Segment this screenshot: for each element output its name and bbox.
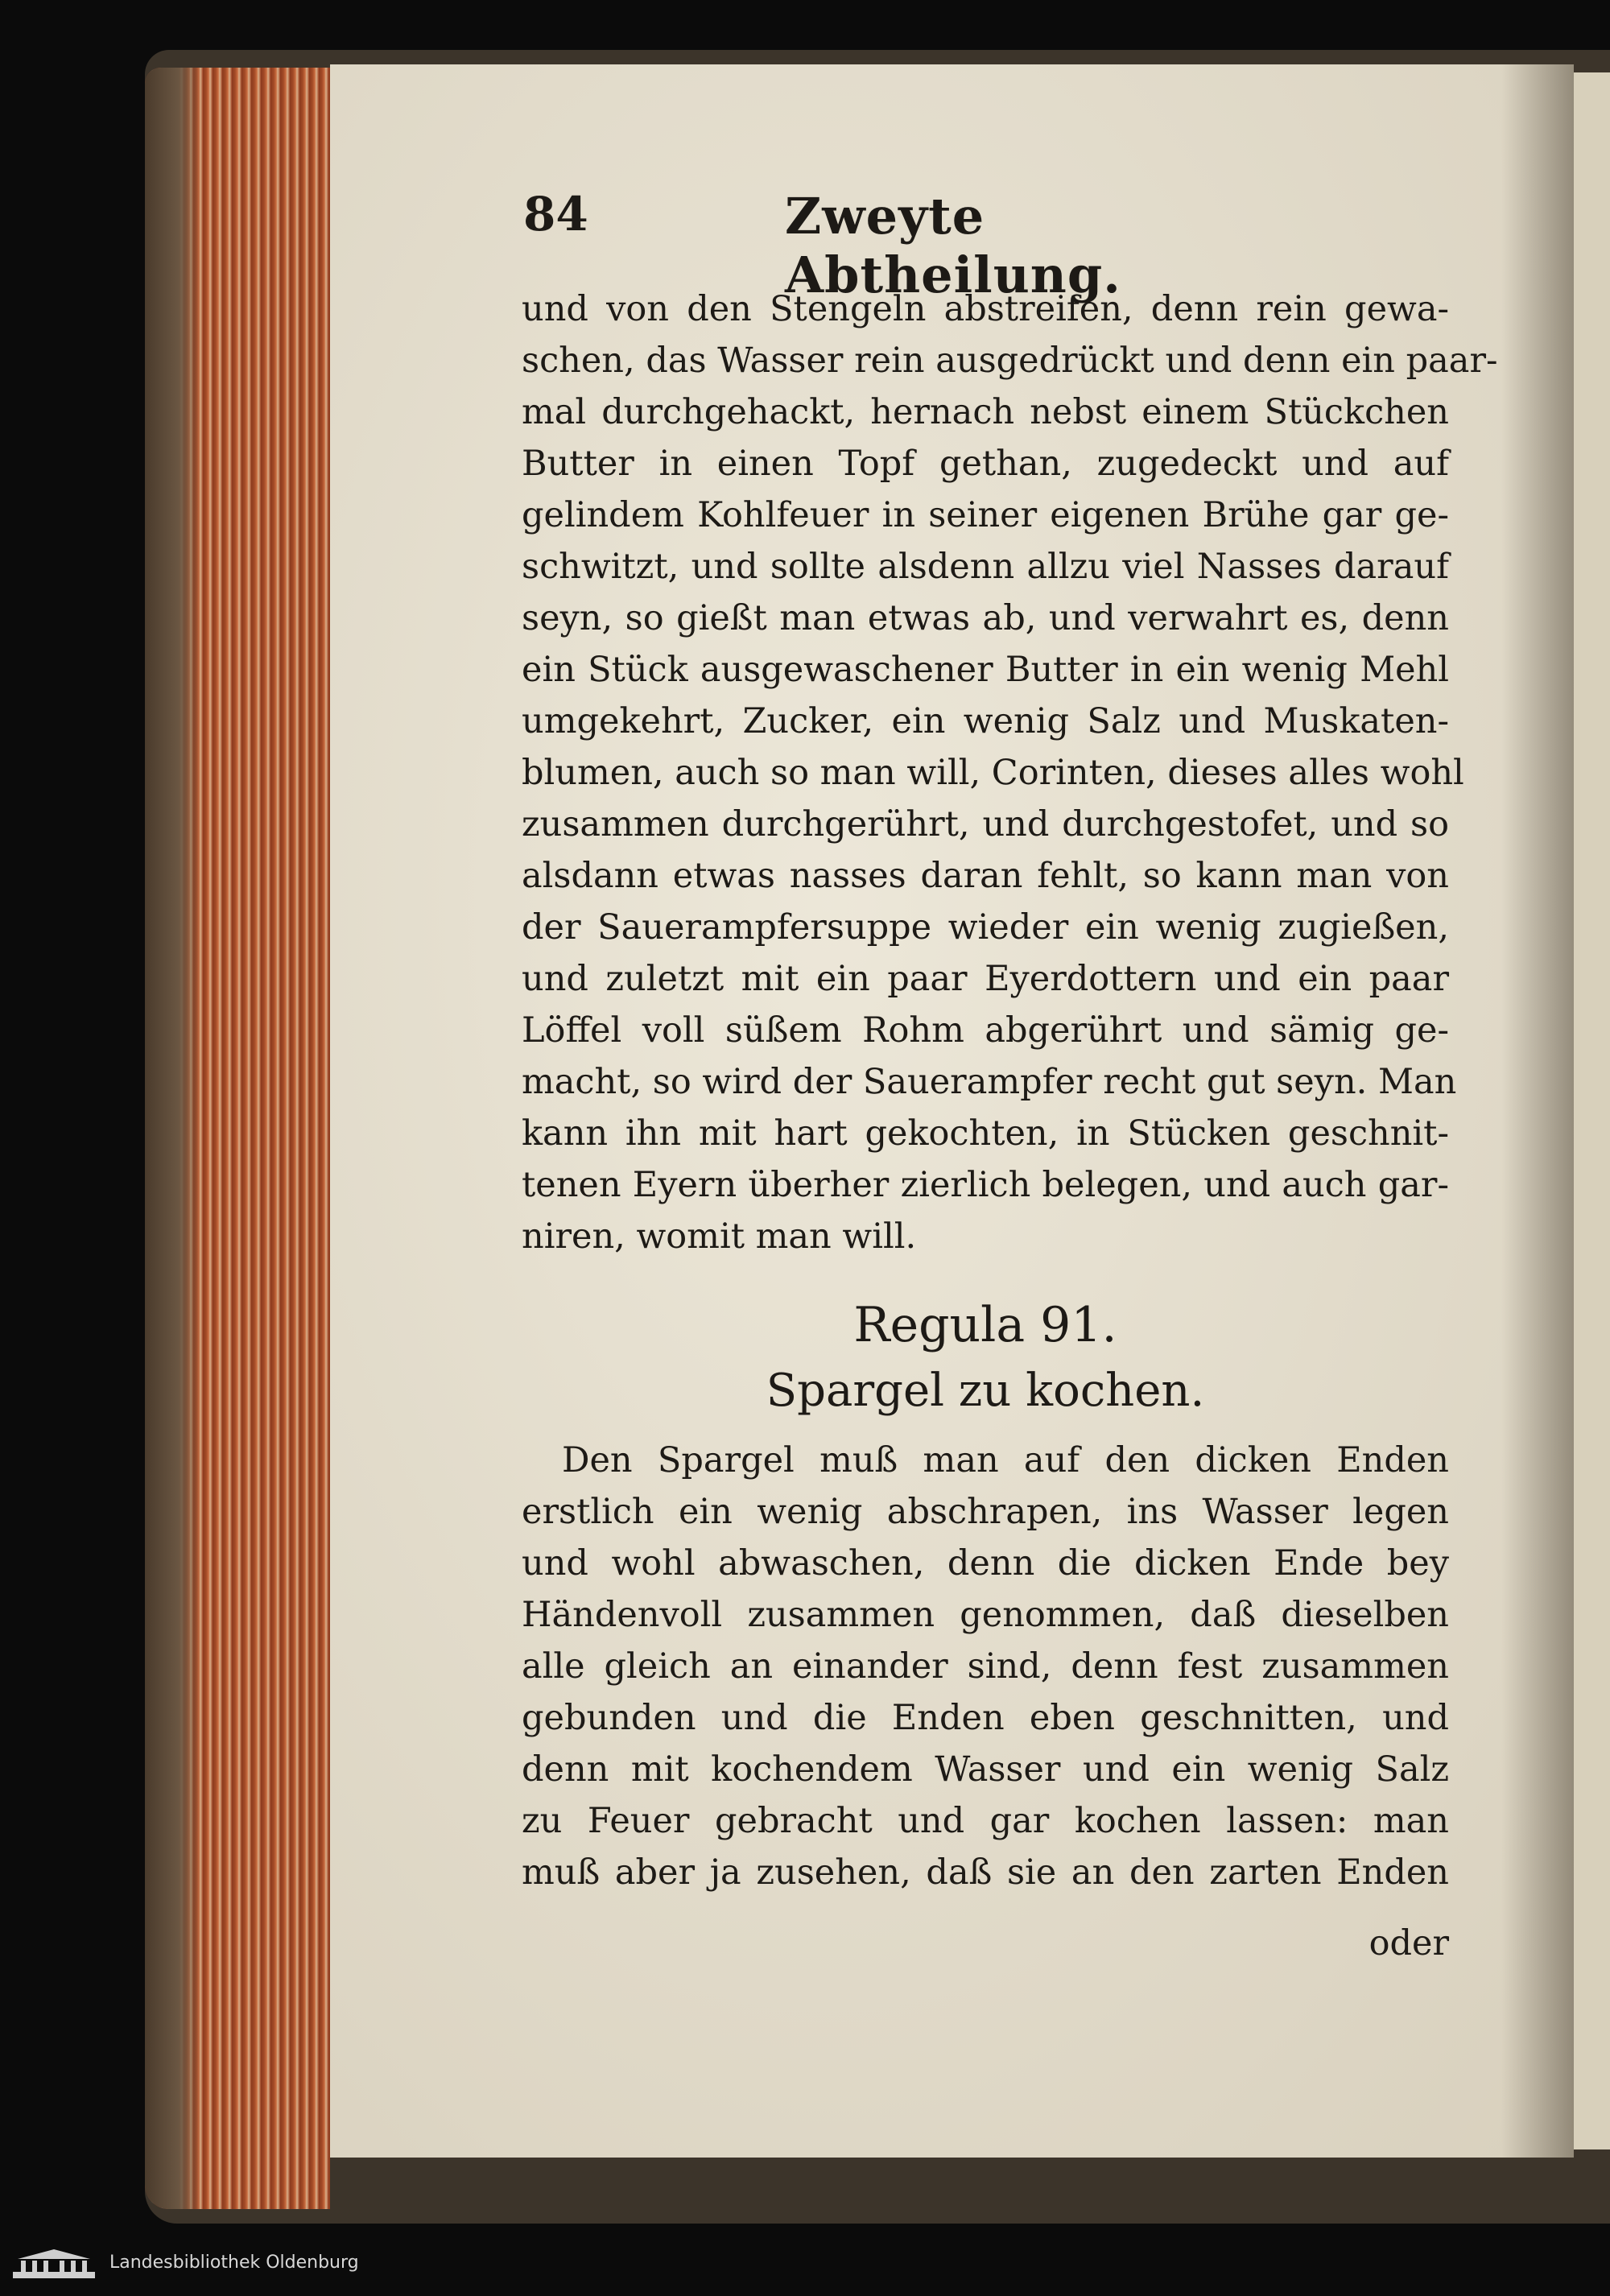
- text-line: erstlich ein wenig abschrapen, ins Wasser legen: [522, 1492, 1449, 1532]
- running-title: Zweyte Abtheilung.: [785, 187, 1121, 304]
- text-line: Löffel voll süßem Rohm abgerührt und sämig ge-: [522, 1010, 1449, 1051]
- footer-bar: [0, 2235, 1610, 2296]
- text-line: niren, womit man will.: [522, 1216, 917, 1257]
- text-line: gelindem Kohlfeuer in seiner eigenen Brühe gar ge-: [522, 495, 1449, 535]
- text-line: zu Feuer gebracht und gar kochen lassen: man: [522, 1801, 1449, 1841]
- text-line: gebunden und die Enden eben geschnitten, und: [522, 1698, 1449, 1738]
- facing-page-edge: [1574, 72, 1610, 2149]
- text-line: muß aber ja zusehen, daß sie an den zarten Enden: [522, 1852, 1449, 1893]
- text-line: zusammen durchgerührt, und durchgestofet, und so: [522, 804, 1449, 844]
- text-line: und von den Stengeln abstreifen, denn rein gewa-: [522, 289, 1449, 329]
- text-line: der Sauerampfersuppe wieder ein wenig zugießen,: [522, 907, 1449, 948]
- text-line: umgekehrt, Zucker, ein wenig Salz und Muskaten-: [522, 701, 1449, 741]
- text-line: Den Spargel muß man auf den dicken Enden: [562, 1440, 1449, 1480]
- text-line: denn mit kochendem Wasser und ein wenig Salz: [522, 1749, 1449, 1790]
- text-line: seyn, so gießt man etwas ab, und verwahrt es, denn: [522, 598, 1449, 638]
- text-line: mal durchgehackt, hernach nebst einem Stückchen: [522, 392, 1449, 432]
- body-text-bottom: [522, 1435, 1449, 1898]
- text-line: und wohl abwaschen, denn die dicken Ende bey: [522, 1543, 1449, 1584]
- text-line: tenen Eyern überher zierlich belegen, und auch gar-: [522, 1165, 1449, 1205]
- text-line: und zuletzt mit ein paar Eyerdottern und ein paar: [522, 959, 1449, 999]
- text-line: schwitzt, und sollte alsdenn allzu viel Nasses darauf: [522, 547, 1449, 587]
- section-heading: Regula 91.: [853, 1297, 1117, 1353]
- library-name: Landesbibliothek Oldenburg: [109, 2253, 359, 2273]
- library-building-icon: [10, 2248, 98, 2282]
- text-line: macht, so wird der Sauerampfer recht gut seyn. Man: [522, 1062, 1457, 1102]
- text-line: schen, das Wasser rein ausgedrückt und denn ein paar-: [522, 341, 1498, 381]
- text-line: Händenvoll zusammen genommen, daß dieselben: [522, 1595, 1449, 1635]
- page-gutter: [1501, 64, 1574, 2158]
- catchword: oder: [1368, 1923, 1449, 1964]
- text-line: ein Stück ausgewaschener Butter in ein wenig Mehl: [522, 650, 1449, 690]
- body-text-top: [522, 283, 1498, 1262]
- text-line: alle gleich an einander sind, denn fest zusammen: [522, 1646, 1449, 1687]
- text-line: alsdann etwas nasses daran fehlt, so kann man von: [522, 856, 1449, 896]
- text-line: Butter in einen Topf gethan, zugedeckt und auf: [522, 444, 1449, 484]
- running-head: [523, 187, 1248, 304]
- page-number: 84: [523, 187, 588, 242]
- edge-shade: [145, 68, 201, 2209]
- text-line: kann ihn mit hart gekochten, in Stücken geschnit-: [522, 1113, 1449, 1154]
- text-line: blumen, auch so man will, Corinten, dieses alles wohl: [522, 753, 1464, 793]
- section-subtitle: Spargel zu kochen.: [766, 1365, 1205, 1417]
